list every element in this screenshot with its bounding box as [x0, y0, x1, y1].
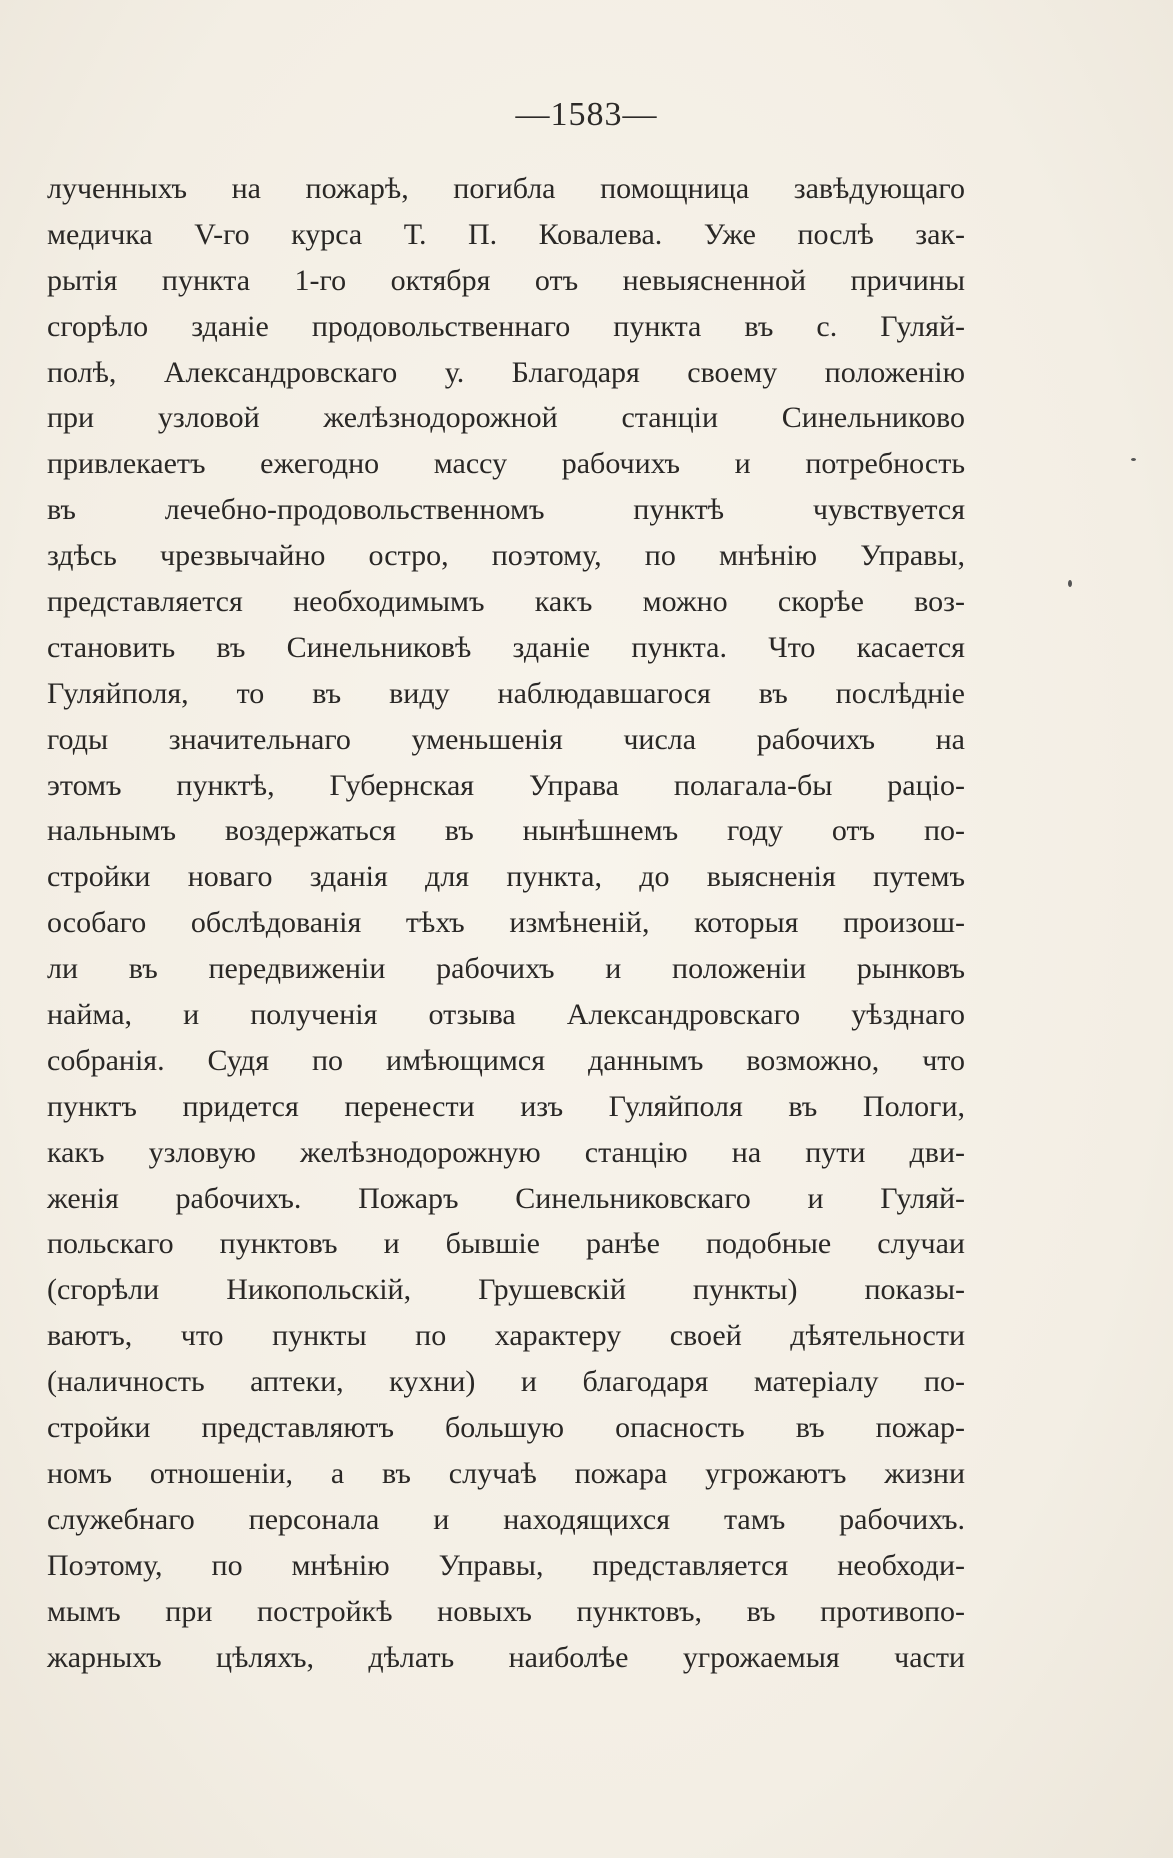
text-line: женія рабочихъ. Пожаръ Синельниковскаго и Гуляй-	[47, 1181, 965, 1215]
body-text	[47, 166, 965, 1680]
text-line: рытія пункта 1-го октября отъ невыясненной причины	[47, 263, 965, 297]
text-line: при узловой желѣзнодорожной станціи Синельниково	[47, 401, 965, 435]
text-line: медичка V-го курса Т. П. Ковалева. Уже послѣ зак-	[47, 217, 965, 251]
text-line: (наличность аптеки, кухни) и благодаря матеріалу по-	[47, 1365, 965, 1399]
text-line: становить въ Синельниковѣ зданіе пункта. Что касается	[47, 630, 965, 664]
margin-speck	[1068, 580, 1072, 587]
text-line: мымъ при постройкѣ новыхъ пунктовъ, въ противопо-	[47, 1594, 965, 1628]
text-line: собранія. Судя по имѣющимся даннымъ возможно, что	[47, 1043, 965, 1077]
text-line: (сгорѣли Никопольскій, Грушевскій пункты) показы-	[47, 1273, 965, 1307]
text-line: найма, и полученія отзыва Александровскаго уѣзднаго	[47, 998, 965, 1032]
text-line: жарныхъ цѣляхъ, дѣлать наиболѣе угрожаемыя части	[47, 1640, 965, 1674]
text-line: годы значительнаго уменьшенія числа рабочихъ на	[47, 722, 965, 756]
margin-speck	[1131, 458, 1136, 461]
text-line: сгорѣло зданіе продовольственнаго пункта въ с. Гуляй-	[47, 309, 965, 343]
text-line: Поэтому, по мнѣнію Управы, представляется необходи-	[47, 1548, 965, 1582]
text-line: привлекаетъ ежегодно массу рабочихъ и потребность	[47, 447, 965, 481]
text-line: ваютъ, что пункты по характеру своей дѣятельности	[47, 1319, 965, 1353]
text-line: этомъ пунктѣ, Губернская Управа полагала-бы раціо-	[47, 768, 965, 802]
text-line: польскаго пунктовъ и бывшіе ранѣе подобные случаи	[47, 1227, 965, 1261]
text-line: нальнымъ воздержаться въ нынѣшнемъ году отъ по-	[47, 814, 965, 848]
text-line: лученныхъ на пожарѣ, погибла помощница завѣдующаго	[47, 172, 965, 205]
text-line: пунктъ придется перенести изъ Гуляйполя въ Пологи,	[47, 1089, 965, 1123]
text-line: въ лечебно-продовольственномъ пунктѣ чувствуется	[47, 493, 965, 527]
text-line: особаго обслѣдованія тѣхъ измѣненій, которыя произош-	[47, 906, 965, 940]
text-line: здѣсь чрезвычайно остро, поэтому, по мнѣнію Управы,	[47, 539, 965, 573]
text-line: ли въ передвиженіи рабочихъ и положеніи рынковъ	[47, 952, 965, 986]
text-line: служебнаго персонала и находящихся тамъ рабочихъ.	[47, 1502, 965, 1536]
text-line: стройки представляютъ большую опасность въ пожар-	[47, 1411, 965, 1445]
page-number: —1583—	[515, 96, 658, 133]
text-line: представляется необходимымъ какъ можно скорѣе воз-	[47, 585, 965, 619]
text-line: полѣ, Александровскаго у. Благодаря своему положенію	[47, 355, 965, 389]
text-line: Гуляйполя, то въ виду наблюдавшагося въ послѣдніе	[47, 676, 965, 710]
text-line: номъ отношеніи, а въ случаѣ пожара угрожаютъ жизни	[47, 1456, 965, 1490]
text-line: какъ узловую желѣзнодорожную станцію на пути дви-	[47, 1135, 965, 1169]
text-line: стройки новаго зданія для пункта, до выясненія путемъ	[47, 860, 965, 894]
